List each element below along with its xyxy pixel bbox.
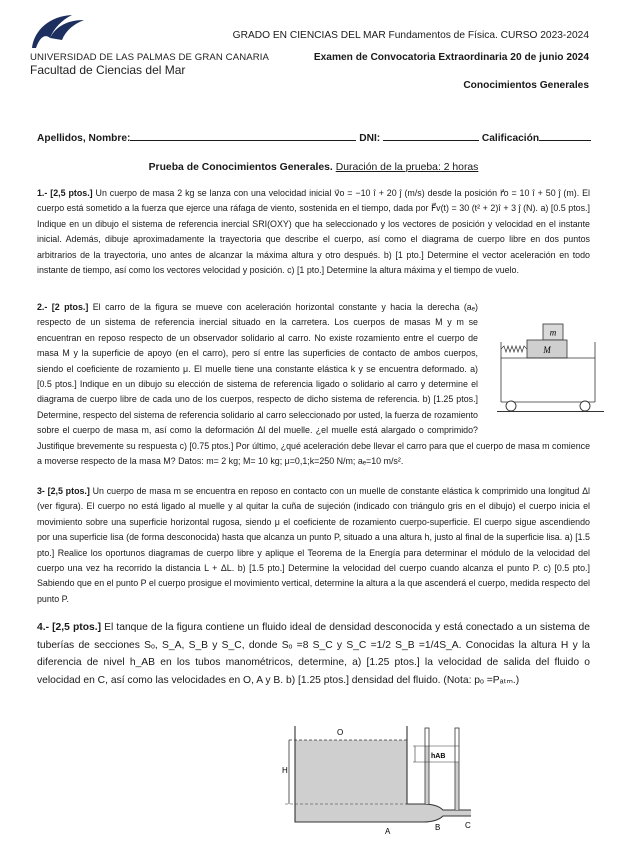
spring — [501, 346, 527, 352]
problem-3-number: 3- [2,5 ptos.] — [37, 486, 90, 496]
exam-title — [0, 162, 627, 173]
label-h: H — [282, 766, 288, 775]
university-name: UNIVERSIDAD DE LAS PALMAS DE GRAN CANARIA — [30, 52, 270, 63]
name-label: Apellidos, Nombre: — [37, 133, 131, 144]
problem-1-number: 1.- [2,5 ptos.] — [37, 188, 93, 198]
label-hab: hAB — [431, 753, 446, 760]
label-o: O — [337, 728, 344, 737]
small-mass-label: m — [549, 327, 557, 338]
problem-2-number: 2.- [2 ptos.] — [37, 302, 89, 312]
section-line: Conocimientos Generales — [463, 80, 589, 91]
label-c: C — [465, 821, 471, 830]
problem-4-text: El tanque de la figura contiene un fluido ideal de densidad desconocida y está conectado a un sistema de tuberías de secciones Sₒ, S_A, S_B y S_C, donde Sₒ =8 S_C y S_C =1/2 S_B =1/4S_A. Conocidas la altura H y la diferencia de nivel h_AB en los tubos manométricos, determine, a) [1.25 ptos.] la velocidad de salida del fluido o velocidad en C, así como las velocidades en O, A y B. b) [1.25 ptos.] densidad del fluido. (Nota: pₒ =Pₐₜₘ.) — [37, 622, 590, 686]
course-line: GRADO EN CIENCIAS DEL MAR Fundamentos de Física. CURSO 2023-2024 — [232, 30, 589, 41]
label-b: B — [435, 823, 441, 832]
dni-label: DNI: — [359, 133, 381, 144]
tank-fluid — [295, 740, 407, 804]
wheel-right — [580, 401, 590, 411]
wheel-left — [506, 401, 516, 411]
problem-1 — [37, 186, 590, 278]
faculty-name: Facultad de Ciencias del Mar — [30, 63, 186, 77]
grade-blank[interactable] — [539, 140, 591, 141]
problem-3-text: Un cuerpo de masa m se encuentra en reposo en contacto con un muelle de constante elástica k comprimido una longitud Δl (ver figura). El cuerpo no está ligado al muelle y al quitar la cuña de sujeción (indicado con triángulo gris en el dibujo) el cuerpo inicia el movimiento sobre una superficie horizontal rugosa, siendo μ el coeficiente de rozamiento cuerpo-superficie. El cuerpo sigue ascendiendo por una superficie lisa (de forma desconocida) hasta que alcanza un punto P, situado a una altura h, justo al final de la superficie lisa. a) [1.5 pto.] Realice los oportunos diagramas de cuerpo libre y aplique el Teorema de la Energía para determinar el módulo de la velocidad del cuerpo una vez ha recorrido la distancia L + ΔL. b) [1.5 pto.] Determine la velocidad del cuerpo cuando alcanza el punto P. c) [0.5 pto.] Sabiendo que en el punto P el cuerpo prosigue el movimiento vertical, determine la altura a la que ascenderá el cuerpo, medida respecto del punto P. — [37, 486, 590, 604]
title-main: Prueba de Conocimientos Generales. — [148, 162, 333, 173]
tank-figure — [275, 718, 490, 838]
name-blank[interactable] — [130, 140, 356, 141]
student-fields — [37, 133, 591, 144]
problem-4 — [37, 619, 590, 689]
problem-3 — [37, 484, 590, 607]
problem-4-number: 4.- [2,5 ptos.] — [37, 622, 101, 633]
problem-2-text: El carro de la figura se mueve con aceleración horizontal constante y hacia la derecha (aₑ) respecto de un sistema de referencia inercial situado en la carretera. Los cuerpos de masas M y m se encuentran en reposo respecto de un observador solidario al carro. No existe rozamiento entre el cuerpo de masa M y la superficie de apoyo (en el carro), pero sí entre las superficies de contacto de ambos cuerpos, siendo el coeficiente de rozamiento μ. El muelle tiene una constante elástica k y se encuentra deformado. a) [0.5 ptos.] Indique en un dibujo su elección de sistema de referencia ligado o solidario al carro y determine el diagrama de cuerpo libre de cada uno de los cuerpos, respecto de dicho sistema de referencia. b) [1.25 ptos.] Determine, respecto del sistema de referencia solidario al carro seleccionado por usted, la fuerza de rozamiento sobre el cuerpo de masa m, así como la deformación Δl del muelle. ¿el muelle está alargado o comprimido? Justifique brevemente su respuesta c) [0.75 ptos.] Por último, ¿qué aceleración debe llevar el carro para que el cuerpo de masa m comience a moverse respecto de la masa M? Datos: m= 2 kg; M= 10 kg; μ=0,1;k=250 N/m; aₑ=10 m/s². — [37, 302, 591, 467]
problem-1-text: Un cuerpo de masa 2 kg se lanza con una velocidad inicial v⃗o = −10 î + 20 ĵ (m/s) desde la posición r⃗o = 10 î + 50 ĵ (m). El cuerpo está sometido a la fuerza que ejerce una ráfaga de viento, sostenida en el tiempo, dada por F⃗v(t) = 30 (t² + 2)î + 3 ĵ (N). a) [0.5 ptos.] Indique en un dibujo el sistema de referencia inercial SRI(OXY) que ha seleccionado y los vectores de posición y velocidad en el instante inicial. Además, dibuje aproximadamente la trayectoria que describe el cuerpo, así como el diagrama de cuerpo libre en dos puntos arbitrarios de la trayectoria, uno antes de alcanzar la máxima altura y otro después. b) [1 pto.] Determine el vector aceleración en todo instante de tiempo, así como los vectores velocidad y posición. c) [1 pto.] Determine la altura máxima y el tiempo de vuelo. — [37, 188, 590, 276]
exam-line: Examen de Convocatoria Extraordinaria 20 de junio 2024 — [313, 52, 589, 63]
label-a: A — [385, 827, 391, 836]
title-duration: Duración de la prueba: 2 horas — [335, 162, 479, 173]
big-mass-label: M — [543, 345, 551, 355]
cart-figure — [497, 322, 604, 414]
grade-label: Calificación — [481, 133, 540, 144]
university-logo — [28, 12, 88, 50]
dni-blank[interactable] — [383, 140, 479, 141]
